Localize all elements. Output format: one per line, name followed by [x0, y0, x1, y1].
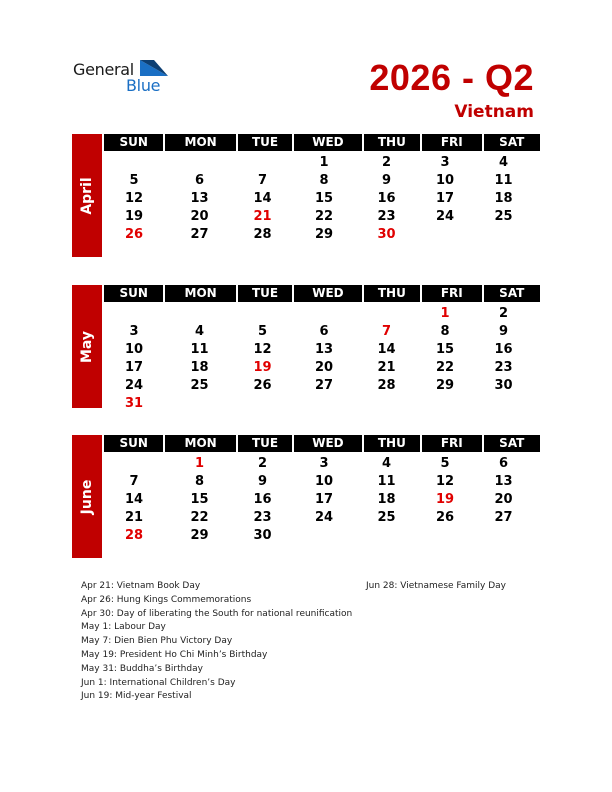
day-cell: 1	[319, 155, 329, 170]
day-cell: 20	[494, 492, 513, 507]
week-row	[104, 395, 540, 413]
weekday-tue: TUE	[238, 435, 292, 452]
day-cell: 10	[124, 342, 144, 357]
day-cell: 6	[194, 173, 205, 188]
weekday-sun: SUN	[104, 435, 163, 452]
month-block-may	[72, 285, 540, 425]
day-cell: 16	[253, 492, 272, 507]
day-cell: 15	[314, 191, 334, 206]
empty-day-cell	[164, 154, 235, 172]
week-row	[104, 359, 540, 377]
day-cell: 24	[124, 378, 144, 393]
day-cell: 22	[190, 510, 209, 525]
empty-day-cell	[235, 395, 290, 413]
day-cell: 27	[190, 227, 209, 242]
day-cell: 8	[319, 173, 329, 188]
day-cell: 4	[194, 324, 205, 339]
holiday-note: May 31: Buddha’s Birthday	[81, 663, 203, 674]
empty-day-cell	[475, 395, 532, 413]
day-cell: 15	[435, 342, 455, 357]
empty-day-cell	[358, 395, 415, 413]
country-name: Vietnam	[454, 102, 534, 122]
day-cell: 23	[494, 360, 513, 375]
weekday-header	[104, 285, 540, 302]
holiday-note: Jun 28: Vietnamese Family Day	[366, 581, 506, 591]
day-cell: 24	[314, 510, 334, 525]
day-cell: 30	[494, 378, 513, 393]
holiday-note: Jun 1: International Children’s Day	[81, 677, 236, 688]
day-cell: 14	[377, 342, 396, 357]
week-row	[104, 172, 540, 190]
day-cell: 6	[498, 456, 509, 471]
week-row	[104, 226, 540, 244]
holiday-day-cell: 7	[381, 324, 392, 339]
day-cell: 21	[124, 510, 144, 525]
day-cell: 29	[435, 378, 455, 393]
day-cell: 6	[319, 324, 329, 339]
week-row	[104, 377, 540, 395]
day-cell: 18	[190, 360, 209, 375]
weekday-wed: WED	[294, 285, 361, 302]
day-cell: 17	[435, 191, 455, 206]
week-row	[104, 491, 540, 509]
day-cell: 4	[381, 456, 392, 471]
weekday-wed: WED	[294, 435, 361, 452]
day-cell: 3	[129, 324, 139, 339]
empty-day-cell	[164, 395, 235, 413]
empty-day-cell	[290, 527, 358, 545]
holiday-day-cell: 19	[253, 360, 272, 375]
weekday-mon: MON	[165, 134, 235, 151]
weekday-sat: SAT	[484, 134, 540, 151]
day-cell: 8	[194, 474, 205, 489]
day-cell: 15	[190, 492, 209, 507]
month-name: May	[79, 330, 95, 363]
day-grid	[104, 154, 540, 244]
empty-day-cell	[235, 305, 290, 323]
day-cell: 9	[257, 474, 268, 489]
holiday-day-cell: 19	[435, 492, 455, 507]
day-cell: 11	[190, 342, 209, 357]
empty-day-cell	[235, 154, 290, 172]
month-name: June	[79, 479, 95, 514]
day-cell: 3	[319, 456, 329, 471]
holiday-note: Apr 26: Hung Kings Commemorations	[81, 594, 252, 605]
holiday-note: May 7: Dien Bien Phu Victory Day	[81, 636, 233, 647]
weekday-header	[104, 435, 540, 452]
week-row	[104, 341, 540, 359]
day-cell: 10	[314, 474, 334, 489]
weekday-fri: FRI	[422, 285, 481, 302]
day-cell: 25	[190, 378, 209, 393]
day-cell: 25	[377, 510, 396, 525]
day-cell: 9	[381, 173, 392, 188]
weekday-sun: SUN	[104, 285, 163, 302]
day-cell: 5	[257, 324, 268, 339]
weekday-tue: TUE	[238, 285, 292, 302]
weekday-thu: THU	[364, 285, 420, 302]
day-cell: 14	[124, 492, 144, 507]
day-cell: 17	[314, 492, 334, 507]
day-cell: 28	[377, 378, 396, 393]
day-cell: 16	[494, 342, 513, 357]
day-cell: 26	[253, 378, 272, 393]
month-block-june	[72, 435, 540, 557]
week-row	[104, 527, 540, 545]
month-name: April	[79, 176, 95, 215]
day-cell: 8	[440, 324, 450, 339]
day-cell: 27	[494, 510, 513, 525]
weekday-wed: WED	[294, 134, 361, 151]
holiday-day-cell: 28	[124, 528, 144, 543]
empty-day-cell	[475, 527, 532, 545]
day-cell: 28	[253, 227, 272, 242]
holiday-list	[81, 580, 352, 704]
holiday-day-cell: 31	[124, 396, 144, 411]
week-row	[104, 509, 540, 527]
month-label-band	[72, 435, 102, 558]
day-cell: 10	[435, 173, 455, 188]
day-cell: 18	[494, 191, 513, 206]
month-label-band	[72, 134, 102, 257]
brand-name-line1: General	[73, 60, 134, 79]
day-cell: 22	[314, 209, 334, 224]
day-cell: 25	[494, 209, 513, 224]
month-block-april	[72, 134, 540, 256]
weekday-tue: TUE	[238, 134, 292, 151]
day-cell: 19	[124, 209, 144, 224]
day-cell: 26	[435, 510, 455, 525]
weekday-sun: SUN	[104, 134, 163, 151]
empty-day-cell	[358, 527, 415, 545]
day-cell: 29	[190, 528, 209, 543]
day-cell: 11	[377, 474, 396, 489]
holiday-note: Jun 19: Mid-year Festival	[81, 691, 192, 702]
week-row	[104, 305, 540, 323]
empty-day-cell	[415, 395, 475, 413]
day-grid	[104, 305, 540, 413]
week-row	[104, 455, 540, 473]
day-cell: 11	[494, 173, 513, 188]
empty-day-cell	[164, 305, 235, 323]
holiday-day-cell: 26	[124, 227, 144, 242]
week-row	[104, 473, 540, 491]
day-cell: 7	[257, 173, 268, 188]
empty-day-cell	[290, 305, 358, 323]
day-grid	[104, 455, 540, 545]
day-cell: 27	[314, 378, 334, 393]
day-cell: 24	[435, 209, 455, 224]
holiday-day-cell: 21	[253, 209, 272, 224]
weekday-fri: FRI	[422, 435, 481, 452]
day-cell: 14	[253, 191, 272, 206]
day-cell: 13	[190, 191, 209, 206]
day-cell: 2	[381, 155, 392, 170]
day-cell: 22	[435, 360, 455, 375]
day-cell: 18	[377, 492, 396, 507]
holiday-day-cell: 30	[377, 227, 396, 242]
empty-day-cell	[290, 395, 358, 413]
day-cell: 2	[257, 456, 268, 471]
day-cell: 16	[377, 191, 396, 206]
day-cell: 12	[435, 474, 455, 489]
empty-day-cell	[358, 305, 415, 323]
day-cell: 4	[498, 155, 509, 170]
empty-day-cell	[415, 527, 475, 545]
day-cell: 5	[129, 173, 139, 188]
weekday-header	[104, 134, 540, 151]
holiday-note: May 19: President Ho Chi Minh’s Birthday	[81, 649, 268, 660]
empty-day-cell	[104, 154, 164, 172]
day-cell: 9	[498, 324, 509, 339]
page-title: 2026 - Q2	[369, 57, 534, 98]
day-cell: 30	[253, 528, 272, 543]
weekday-mon: MON	[165, 285, 235, 302]
week-row	[104, 323, 540, 341]
weekday-fri: FRI	[422, 134, 481, 151]
week-row	[104, 190, 540, 208]
holiday-list-secondary	[366, 580, 506, 594]
week-row	[104, 208, 540, 226]
holiday-day-cell: 1	[440, 306, 450, 321]
day-cell: 23	[377, 209, 396, 224]
day-cell: 2	[498, 306, 509, 321]
day-cell: 29	[314, 227, 334, 242]
day-cell: 20	[190, 209, 209, 224]
day-cell: 13	[494, 474, 513, 489]
day-cell: 23	[253, 510, 272, 525]
weekday-thu: THU	[364, 134, 420, 151]
weekday-mon: MON	[165, 435, 235, 452]
day-cell: 12	[124, 191, 144, 206]
weekday-sat: SAT	[484, 435, 540, 452]
week-row	[104, 154, 540, 172]
day-cell: 21	[377, 360, 396, 375]
empty-day-cell	[104, 305, 164, 323]
day-cell: 12	[253, 342, 272, 357]
day-cell: 17	[124, 360, 144, 375]
day-cell: 20	[314, 360, 334, 375]
day-cell: 3	[440, 155, 450, 170]
brand-logo	[73, 60, 173, 96]
empty-day-cell	[475, 226, 532, 244]
day-cell: 7	[129, 474, 139, 489]
weekday-thu: THU	[364, 435, 420, 452]
holiday-note: May 1: Labour Day	[81, 622, 166, 633]
empty-day-cell	[415, 226, 475, 244]
day-cell: 5	[440, 456, 450, 471]
holiday-day-cell: 1	[194, 456, 205, 471]
weekday-sat: SAT	[484, 285, 540, 302]
empty-day-cell	[104, 455, 164, 473]
day-cell: 13	[314, 342, 334, 357]
month-label-band	[72, 285, 102, 408]
holiday-note: Apr 21: Vietnam Book Day	[81, 581, 201, 591]
brand-name-line2: Blue	[126, 76, 161, 95]
holiday-note: Apr 30: Day of liberating the South for national reunification	[81, 608, 353, 619]
